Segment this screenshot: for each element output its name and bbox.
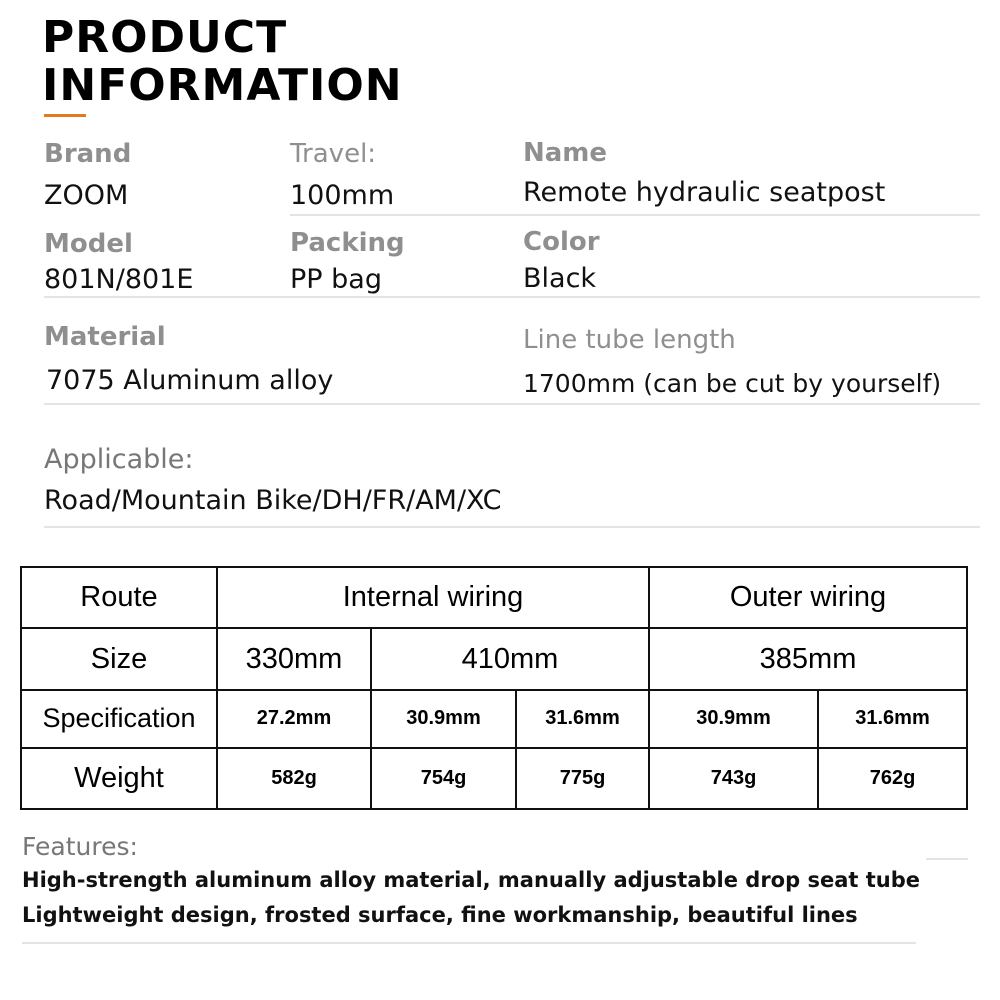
- brand-value: ZOOM: [44, 180, 129, 211]
- outer-wiring-header: Outer wiring: [649, 567, 967, 628]
- line-tube-label: Line tube length: [523, 325, 736, 355]
- row1-divider: [290, 214, 980, 216]
- line-tube-value: 1700mm (can be cut by yourself): [523, 369, 942, 398]
- table-cell: 754g: [371, 748, 516, 809]
- name-label: Name: [523, 138, 608, 168]
- weight-header: Weight: [21, 748, 217, 809]
- color-value: Black: [523, 263, 597, 294]
- title-line-2: INFORMATION: [42, 60, 403, 111]
- model-value: 801N/801E: [44, 264, 194, 295]
- table-cell: 27.2mm: [217, 690, 371, 748]
- name-value: Remote hydraulic seatpost: [523, 177, 886, 208]
- title-accent-bar: [44, 114, 86, 117]
- feature-line-1: High-strength aluminum alloy material, manually adjustable drop seat tube: [22, 868, 920, 892]
- feature-line-2: Lightweight design, frosted surface, fine workmanship, beautiful lines: [22, 903, 858, 927]
- applicable-value: Road/Mountain Bike/DH/FR/AM/XC: [44, 485, 502, 516]
- table-cell: 31.6mm: [818, 690, 967, 748]
- packing-value: PP bag: [290, 264, 382, 295]
- travel-label: Travel:: [290, 139, 377, 169]
- title-line-1: PRODUCT: [42, 12, 288, 63]
- table-cell: 743g: [649, 748, 818, 809]
- applicable-divider: [44, 526, 980, 528]
- table-cell: 410mm: [371, 628, 649, 689]
- color-label: Color: [523, 227, 600, 257]
- route-header: Route: [21, 567, 217, 628]
- table-cell: 762g: [818, 748, 967, 809]
- brand-label: Brand: [44, 139, 132, 169]
- table-cell: 31.6mm: [516, 690, 649, 748]
- table-row-route: [21, 567, 967, 628]
- table-cell: 30.9mm: [649, 690, 818, 748]
- features-label: Features:: [22, 832, 138, 861]
- row2-divider: [44, 296, 980, 298]
- internal-wiring-header: Internal wiring: [217, 567, 649, 628]
- table-cell: 582g: [217, 748, 371, 809]
- table-row-weight: [21, 748, 967, 809]
- material-value: 7075 Aluminum alloy: [46, 365, 334, 396]
- features-divider: [22, 942, 916, 944]
- table-row-size: [21, 628, 967, 689]
- size-header: Size: [21, 628, 217, 689]
- spec-table: [20, 566, 968, 810]
- packing-label: Packing: [290, 228, 405, 258]
- table-cell: 385mm: [649, 628, 967, 689]
- table-cell: 330mm: [217, 628, 371, 689]
- table-cell: 30.9mm: [371, 690, 516, 748]
- table-cell: 775g: [516, 748, 649, 809]
- table-row-specification: [21, 690, 967, 748]
- features-right-rule: [926, 858, 968, 860]
- applicable-label: Applicable:: [44, 444, 194, 475]
- row3-divider: [44, 403, 980, 405]
- specification-header: Specification: [21, 690, 217, 748]
- model-label: Model: [44, 229, 133, 259]
- travel-value: 100mm: [290, 180, 395, 211]
- material-label: Material: [44, 322, 166, 352]
